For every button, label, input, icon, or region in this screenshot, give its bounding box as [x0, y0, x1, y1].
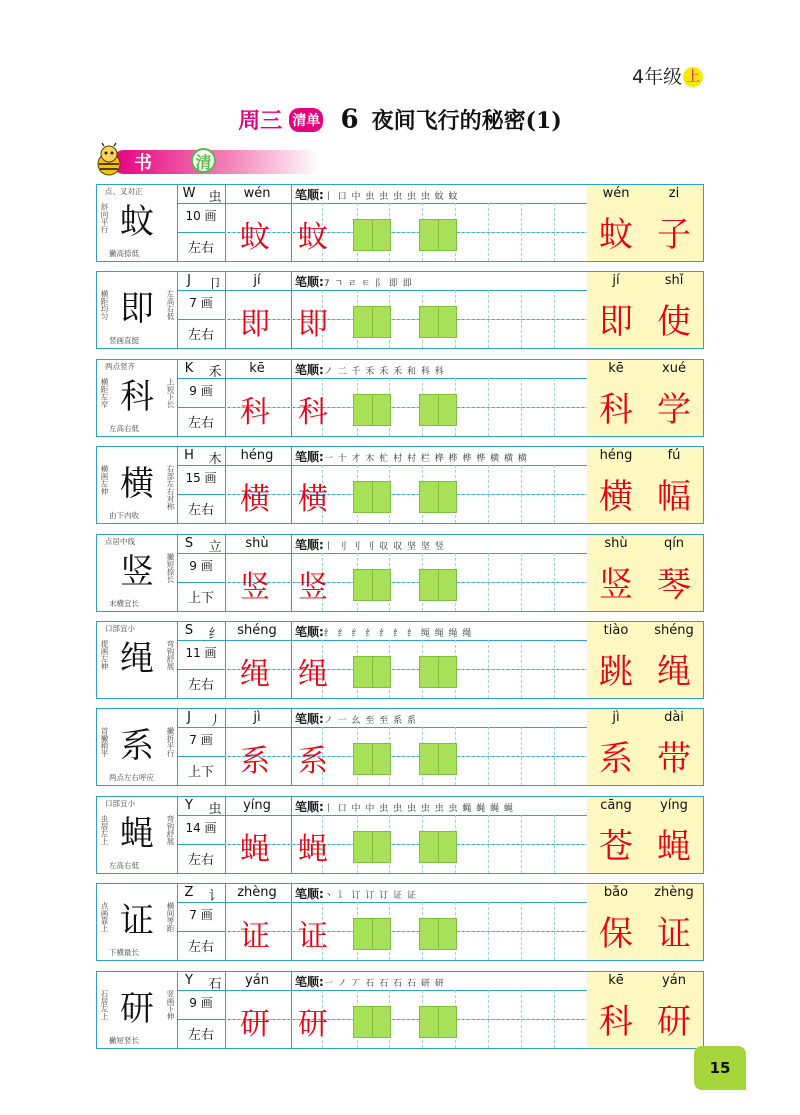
trace-box[interactable] [353, 656, 391, 688]
word-character: 系 [599, 739, 633, 780]
stroke-count: 10 画 [185, 209, 217, 223]
pinyin: zhèng [237, 885, 277, 901]
stroke-order [295, 973, 445, 990]
qingdan-badge: 清单 [289, 108, 323, 132]
structure: 左右 [187, 1027, 214, 1043]
copy-character: 即 [240, 307, 270, 343]
trace-box[interactable] [353, 743, 391, 775]
model-character: 竖 [120, 551, 154, 592]
tip-top: 点、叉对正 [105, 187, 143, 196]
model-character: 蝇 [120, 813, 154, 854]
character-row [96, 883, 704, 961]
word-character: 使 [657, 302, 691, 343]
copy-character: 横 [298, 482, 328, 518]
pinyin: héng [240, 448, 274, 464]
structure: 左右 [187, 503, 214, 519]
page-number: 15 [694, 1046, 746, 1090]
writing-tips-box [97, 797, 177, 873]
word-example [587, 447, 703, 523]
tip-top: 点居中线 [105, 536, 135, 546]
stroke-order [295, 448, 528, 465]
word-example [587, 360, 703, 436]
stroke-count: 15 画 [185, 471, 217, 486]
character-row [96, 271, 704, 349]
stroke-order-sequence: 一 十 才 木 杧 村 村 栏 桦 桦 桦 桦 横 横 横 [323, 454, 528, 465]
trace-box[interactable] [353, 569, 391, 601]
word-character: 保 [599, 914, 633, 955]
model-character: 绳 [120, 638, 154, 679]
word-character: 科 [599, 389, 633, 430]
writing-tips-box [97, 360, 177, 436]
tip-right: 撇折平行 [166, 727, 175, 758]
character-row [96, 621, 704, 699]
stroke-order-sequence: 丶 讠 订 订 订 证 证 [323, 891, 417, 902]
radical: 讠 [208, 889, 222, 905]
character-row [96, 971, 704, 1049]
initial-letter: J [187, 710, 191, 726]
word-example [587, 797, 703, 873]
stroke-order [295, 623, 472, 640]
word-character: 学 [657, 389, 691, 430]
stroke-count: 9 画 [189, 995, 213, 1010]
trace-box[interactable] [419, 394, 457, 426]
tip-left: 首撇稍平 [100, 727, 109, 758]
word-pinyin: kē [608, 972, 624, 988]
copy-character: 绳 [240, 656, 270, 692]
stroke-order-label: 笔顺: [295, 275, 324, 290]
stroke-order-label: 笔顺: [295, 450, 324, 465]
pinyin: kē [249, 360, 265, 376]
stroke-count: 11 画 [185, 645, 217, 660]
stroke-order-sequence: 一 ノ 丆 石 石 石 石 研 研 [323, 978, 445, 989]
copy-character: 蝇 [298, 831, 328, 867]
model-character: 即 [120, 289, 154, 330]
radical: 纟 [208, 626, 222, 642]
stroke-order [295, 536, 445, 553]
pinyin: shù [245, 535, 269, 551]
tip-left: 横距左窄 [100, 377, 109, 408]
structure: 左右 [187, 241, 214, 256]
tip-right: 撇短捺长 [166, 552, 175, 583]
initial-letter: W [182, 186, 196, 201]
word-pinyin: tiào [603, 622, 629, 638]
word-pinyin: qín [663, 535, 685, 551]
word-pinyin: xué [662, 360, 686, 376]
structure: 左右 [187, 940, 214, 956]
character-row [96, 796, 704, 874]
pinyin: jí [253, 273, 261, 289]
trace-box[interactable] [419, 918, 457, 950]
radical: 立 [208, 539, 222, 555]
word-character: 科 [599, 1001, 633, 1042]
tip-top: 口部宜小 [105, 623, 135, 633]
word-pinyin: wén [602, 186, 630, 201]
trace-box[interactable] [353, 481, 391, 513]
weekday-label: 周三 [238, 109, 283, 134]
character-row [96, 184, 704, 262]
tip-bottom: 由下内收 [109, 511, 139, 521]
trace-box[interactable] [419, 656, 457, 688]
tip-left: 石居左上 [100, 989, 109, 1020]
copy-character: 科 [298, 394, 328, 430]
word-example [587, 622, 703, 698]
copy-character: 系 [298, 744, 328, 780]
page-header [0, 104, 800, 135]
writing-tips-box [97, 272, 177, 348]
stroke-order [295, 273, 413, 290]
tip-bottom: 左高右低 [109, 423, 139, 433]
trace-box[interactable] [419, 219, 457, 251]
word-character: 幅 [657, 477, 691, 518]
initial-letter: Z [184, 885, 194, 901]
copy-character: 证 [240, 919, 270, 955]
word-character: 蚊 [599, 215, 633, 255]
stroke-order [295, 798, 514, 815]
tip-left: 点画靠上 [100, 902, 109, 933]
word-pinyin: zi [668, 186, 680, 201]
writing-practice-table [96, 184, 704, 1058]
word-pinyin: shǐ [664, 273, 684, 289]
writing-tips-box [97, 709, 177, 785]
word-character: 琴 [657, 564, 691, 605]
stroke-count: 7 画 [189, 296, 213, 311]
stroke-order-label: 笔顺: [295, 362, 324, 377]
radical: 禾 [208, 364, 222, 380]
trace-box[interactable] [419, 831, 457, 863]
trace-box[interactable] [353, 918, 391, 950]
word-character: 即 [599, 302, 633, 343]
tip-bottom: 左高右低 [109, 860, 139, 870]
radical: 石 [208, 976, 222, 992]
initial-letter: S [184, 535, 194, 551]
tip-bottom: 竖画直挺 [109, 336, 139, 346]
initial-letter: Y [185, 797, 193, 813]
tip-left: 虫居左上 [100, 814, 109, 845]
bee-mascot-icon [92, 142, 126, 178]
word-character: 带 [657, 739, 691, 780]
pinyin: jì [253, 710, 261, 726]
tip-bottom: 撇高捺低 [109, 249, 139, 258]
model-character: 科 [120, 376, 154, 417]
copy-character: 系 [240, 744, 270, 780]
word-pinyin: héng [599, 448, 633, 464]
copy-character: 科 [240, 394, 270, 430]
tip-right: 弯钩舒展 [166, 814, 175, 845]
word-character: 蝇 [657, 826, 691, 867]
word-example [587, 272, 703, 348]
word-pinyin: dài [664, 710, 684, 726]
word-character: 横 [599, 477, 633, 518]
tip-top: 两点竖齐 [105, 361, 135, 371]
stroke-order [295, 885, 417, 902]
writing-tips-box [97, 622, 177, 698]
stroke-count: 7 画 [189, 908, 213, 923]
word-pinyin: yíng [660, 797, 688, 813]
pinyin: yíng [243, 797, 271, 813]
stroke-order-label: 笔顺: [295, 799, 324, 814]
word-pinyin: yán [662, 972, 686, 988]
structure: 左右 [187, 677, 214, 693]
character-row [96, 534, 704, 612]
grade-term-badge: 上 [683, 67, 703, 87]
tip-right: 右部左右对称 [166, 465, 175, 511]
structure: 左右 [187, 852, 214, 868]
copy-character: 证 [298, 919, 328, 955]
character-row [96, 446, 704, 524]
word-character: 研 [657, 1001, 691, 1042]
structure: 上下 [187, 590, 214, 606]
word-pinyin: kē [608, 360, 624, 376]
word-pinyin: bǎo [603, 885, 629, 901]
pinyin: wén [243, 186, 271, 201]
word-pinyin: jì [612, 710, 620, 726]
tip-left: 横画左伸 [100, 465, 109, 496]
tip-right: 竖画下伸 [166, 989, 175, 1020]
writing-tips-box [97, 884, 177, 960]
word-pinyin: zhèng [654, 885, 694, 901]
stroke-order [295, 361, 445, 378]
trace-box[interactable] [419, 306, 457, 338]
radical: 丿 [208, 714, 222, 730]
lesson-number: 6 [340, 104, 359, 135]
model-character: 横 [120, 464, 154, 505]
tip-bottom: 两点左右呼应 [109, 773, 154, 783]
word-example [587, 535, 703, 611]
stroke-order-label: 笔顺: [295, 537, 324, 552]
trace-box[interactable] [353, 394, 391, 426]
initial-letter: J [187, 273, 191, 289]
character-row [96, 359, 704, 437]
initial-letter: Y [185, 972, 193, 988]
tip-bottom: 下横最长 [109, 948, 139, 958]
stroke-order-label: 笔顺: [295, 887, 324, 902]
copy-character: 蝇 [240, 831, 270, 867]
stroke-order-label: 笔顺: [295, 974, 324, 989]
word-character: 竖 [599, 564, 633, 605]
trace-box[interactable] [353, 831, 391, 863]
tip-left: 提画左伸 [100, 639, 109, 670]
pinyin: yán [245, 972, 269, 988]
model-character: 蚊 [120, 202, 154, 242]
word-character: 苍 [599, 826, 633, 867]
model-character: 系 [120, 726, 154, 767]
tip-bottom: 末横宜长 [109, 598, 139, 608]
model-character: 研 [120, 988, 154, 1029]
word-example [587, 972, 703, 1048]
trace-box[interactable] [419, 569, 457, 601]
tip-bottom: 撇短竖长 [109, 1035, 139, 1045]
model-character: 证 [120, 901, 154, 942]
copy-character: 研 [240, 1006, 270, 1042]
stroke-order [295, 710, 417, 727]
copy-character: 横 [240, 482, 270, 518]
initial-letter: K [184, 360, 194, 376]
trace-box[interactable] [419, 481, 457, 513]
radical: 虫 [208, 801, 222, 817]
stroke-order-sequence: 纟 纟 纟 纟 纟 纟 纟 绳 绳 绳 绳 [323, 628, 473, 639]
radical: 卩 [208, 277, 222, 293]
copy-character: 竖 [298, 569, 328, 605]
word-example [587, 884, 703, 960]
stroke-order-sequence: 7 ㄱ ㄹ ㅌ 阝 即 即 [323, 279, 413, 290]
trace-box[interactable] [419, 743, 457, 775]
stroke-order-label: 笔顺: [295, 188, 324, 202]
writing-tips-box [97, 447, 177, 523]
word-character: 子 [657, 215, 691, 255]
trace-box[interactable] [353, 306, 391, 338]
writing-tips-box [97, 535, 177, 611]
stroke-order-sequence: 丨 口 中 虫 虫 虫 虫 虫 蚊 蚊 [323, 192, 459, 202]
word-pinyin: jí [612, 273, 620, 289]
section-label: 书 [134, 153, 158, 174]
writing-tips-box [97, 185, 177, 261]
stroke-order-sequence: ノ 一 幺 至 至 系 系 [323, 716, 417, 727]
copy-character: 研 [298, 1006, 328, 1042]
grade-text: 4年级 [632, 66, 683, 88]
stroke-order-sequence: 丨 刂 刂 刂 収 収 坚 坚 竖 [323, 541, 445, 552]
word-character: 跳 [599, 651, 633, 692]
tip-top: 口部宜小 [105, 798, 135, 808]
stroke-order-sequence: ノ 二 千 禾 禾 禾 和 科 科 [323, 366, 445, 377]
copy-character: 绳 [298, 656, 328, 692]
word-example [587, 709, 703, 785]
initial-letter: H [184, 448, 194, 464]
stroke-count: 14 画 [185, 820, 217, 835]
word-pinyin: shéng [654, 622, 694, 638]
stroke-order [295, 186, 459, 203]
word-pinyin: fú [667, 448, 681, 464]
tip-right: 弯钩舒展 [166, 639, 175, 670]
stroke-count: 9 画 [189, 383, 213, 398]
structure: 左右 [187, 415, 214, 431]
stroke-count: 7 画 [189, 733, 213, 748]
copy-character: 蚊 [240, 220, 270, 255]
stroke-order-label: 笔顺: [295, 624, 324, 639]
structure: 左右 [187, 328, 214, 344]
tip-left: 横距均匀 [100, 290, 109, 321]
trace-box[interactable] [353, 1006, 391, 1038]
tip-right: 左高右低 [166, 290, 175, 321]
copy-character: 竖 [240, 569, 270, 605]
tip-left: 斜向平行 [100, 203, 109, 233]
pinyin: shéng [237, 622, 277, 638]
initial-letter: S [184, 622, 194, 638]
stroke-order-label: 笔顺: [295, 712, 324, 727]
word-pinyin: shù [604, 535, 628, 551]
section-badge: 清 [191, 148, 216, 173]
stroke-order-sequence: 丨 口 中 中 虫 虫 虫 虫 虫 虫 蝇 蝇 蝇 蝇 [323, 803, 515, 814]
word-example [587, 185, 703, 261]
word-character: 绳 [657, 651, 691, 692]
copy-character: 蚊 [298, 220, 328, 255]
tip-right: 上短下长 [166, 377, 175, 408]
tip-right: 横间等距 [166, 902, 175, 933]
word-pinyin: cāng [600, 797, 632, 813]
copy-character: 即 [298, 307, 328, 343]
stroke-count: 9 画 [189, 558, 213, 573]
grade-label [632, 62, 703, 89]
writing-tips-box [97, 972, 177, 1048]
structure: 上下 [187, 765, 214, 781]
lesson-title: 夜间飞行的秘密(1) [371, 108, 562, 134]
character-row [96, 708, 704, 786]
radical: 虫 [208, 190, 222, 205]
radical: 木 [208, 452, 222, 468]
trace-box[interactable] [419, 1006, 457, 1038]
word-character: 证 [657, 914, 691, 955]
trace-box[interactable] [353, 219, 391, 251]
